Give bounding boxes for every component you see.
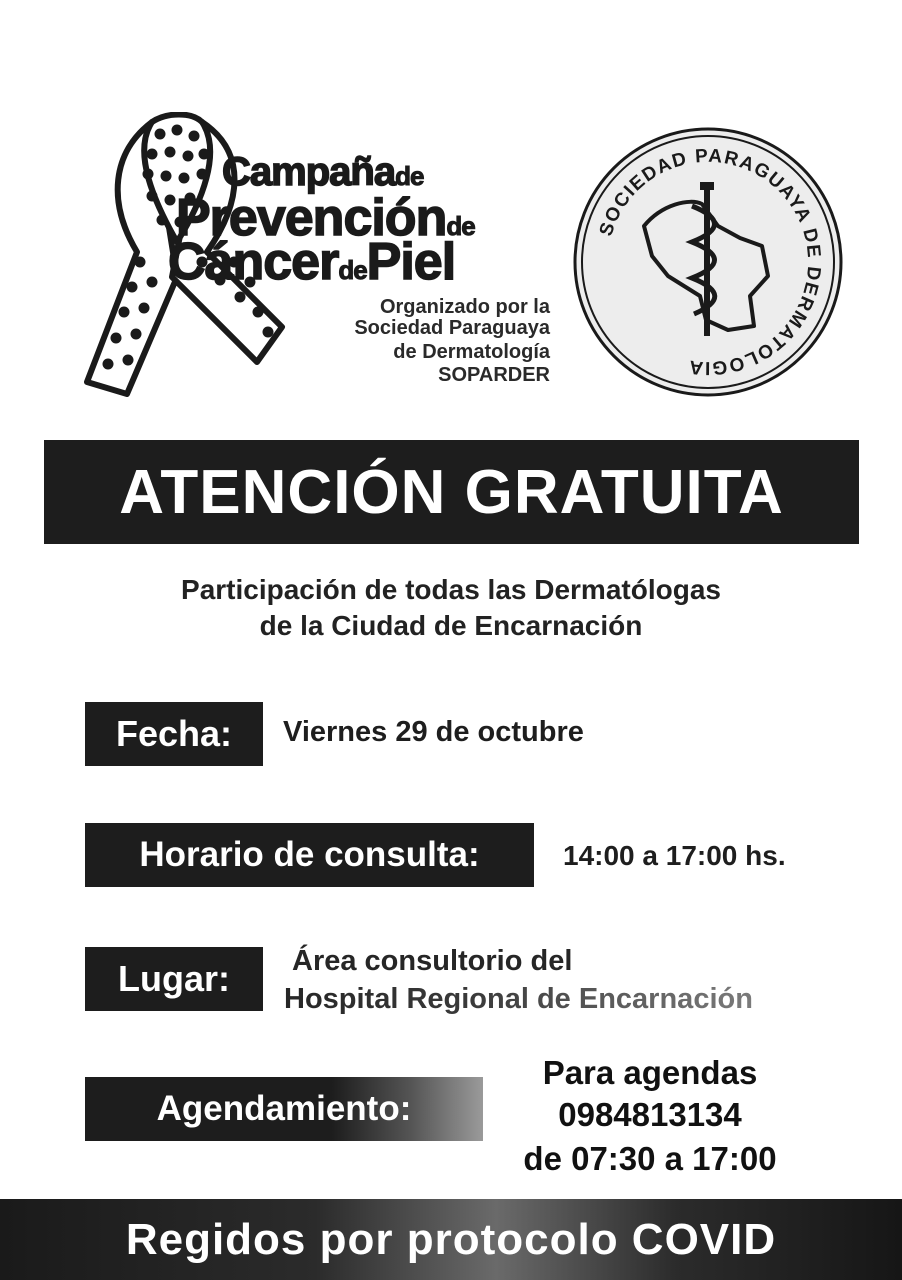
footer-text: Regidos por protocolo COVID	[125, 1214, 777, 1264]
lugar-value-line-2: Hospital Regional de Encarnación	[284, 983, 753, 1015]
fecha-value: Viernes 29 de octubre	[283, 716, 584, 748]
campaign-title-line-3: CáncerdePiel	[168, 233, 456, 291]
seal-ring-text: SOCIEDAD PARAGUAYA DE DERMATOLOGIA	[595, 145, 825, 379]
organizer-line-4: SOPARDER	[438, 364, 550, 386]
lugar-value-line-1: Área consultorio del	[292, 945, 573, 977]
campaign-title-line-2: Prevenciónde	[176, 189, 475, 247]
organizer-line-3: de Dermatología	[393, 341, 550, 363]
horario-value: 14:00 a 17:00 hs.	[563, 840, 786, 871]
free-attention-banner	[44, 440, 859, 544]
banner-text: ATENCIÓN GRATUITA	[119, 457, 784, 527]
fecha-label: Fecha:	[85, 702, 263, 766]
organizer-line-1: Organizado por la	[379, 296, 550, 318]
agendamiento-hours: de 07:30 a 17:00	[523, 1140, 777, 1177]
society-seal-logo	[572, 126, 844, 398]
participation-line-1: Participación de todas las Dermatólogas	[181, 574, 721, 605]
agendamiento-line-1: Para agendas	[542, 1054, 758, 1091]
covid-footer-bar	[0, 1199, 902, 1280]
agendamiento-phone: 0984813134	[558, 1096, 742, 1133]
participation-line-2: de la Ciudad de Encarnación	[259, 610, 643, 641]
lugar-label: Lugar:	[85, 947, 263, 1011]
campaign-title-line-1: Campañade	[222, 150, 424, 194]
horario-label: Horario de consulta:	[85, 823, 534, 887]
agendamiento-label: Agendamiento:	[85, 1077, 483, 1141]
organizer-line-2: Sociedad Paraguaya	[354, 317, 550, 339]
